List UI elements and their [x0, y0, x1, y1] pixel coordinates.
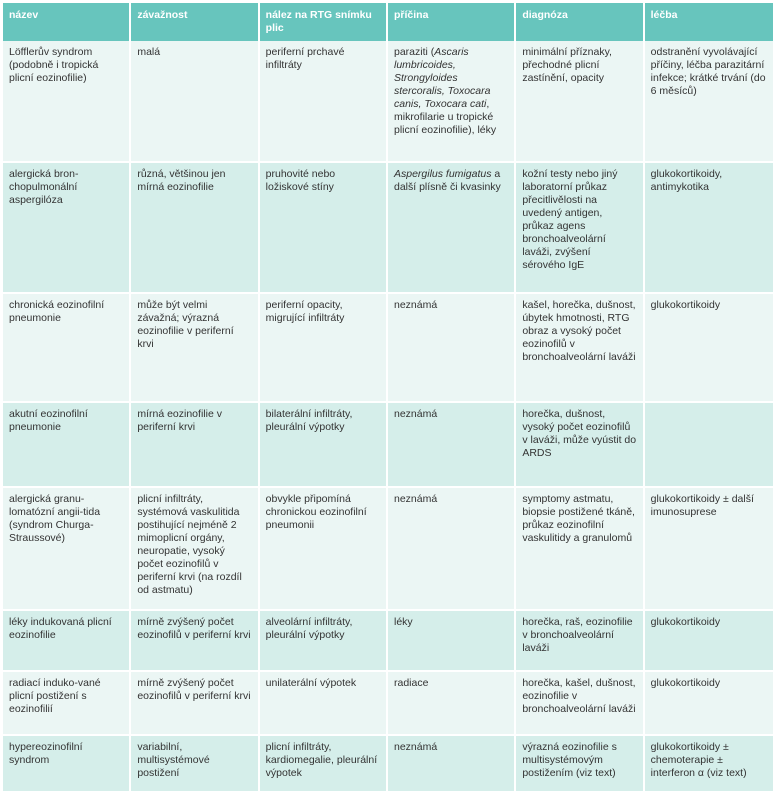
- cell-nazev: hypereozinofilní syndrom: [3, 736, 131, 793]
- cell-pricina: [388, 736, 516, 793]
- table-header: [3, 3, 773, 41]
- cell-pricina: [388, 672, 516, 736]
- cell-zavaznost: plicní infiltráty, systémová vaskulitida postihující nejméně 2 mimoplicní orgány, neuropatie, vysoký počet eozinofilů v periferní krvi (na rozdíl od astmatu): [131, 488, 259, 611]
- cell-nazev: chronická eozinofilní pneumonie: [3, 294, 131, 403]
- cell-rtg: periferní opacity, migrující infiltráty: [260, 294, 388, 403]
- pricina-text: léky: [393, 616, 413, 628]
- cell-zavaznost: mírně zvýšený počet eozinofilů v periferní krvi: [131, 611, 259, 672]
- cell-rtg: plicní infiltráty, kardiomegalie, pleurální výpotek: [260, 736, 388, 793]
- pricina-text: neznámá: [393, 741, 438, 753]
- table-row: [3, 163, 773, 294]
- table-row: [3, 611, 773, 672]
- header-lecba: léčba: [645, 3, 773, 41]
- cell-nazev: Löfflerův syndrom (podobně i tropická plicní eozinofilie): [3, 41, 131, 163]
- cell-rtg: alveolární infiltráty, pleurální výpotky: [260, 611, 388, 672]
- cell-lecba: glukokortikoidy, antimykotika: [645, 163, 773, 294]
- cell-diagnoza: výrazná eozinofilie s multisystémovým postižením (viz text): [516, 736, 644, 793]
- pricina-text: neznámá: [393, 493, 438, 505]
- cell-pricina: [388, 488, 516, 611]
- header-row: [3, 3, 773, 41]
- header-pricina: příčina: [388, 3, 516, 41]
- cell-nazev: léky indukovaná plicní eozinofilie: [3, 611, 131, 672]
- cell-lecba: glukokortikoidy ± další imunosuprese: [645, 488, 773, 611]
- cell-diagnoza: symptomy astmatu, biopsie postižené tkáně, průkaz eozinofilní vaskulitidy a granulomů: [516, 488, 644, 611]
- cell-diagnoza: horečka, raš, eozinofilie v bronchoalveolární laváži: [516, 611, 644, 672]
- pricina-italic-text: Aspergilus fumigatus: [393, 168, 492, 180]
- cell-zavaznost: mírně zvýšený počet eozinofilů v periferní krvi: [131, 672, 259, 736]
- table-row: [3, 41, 773, 163]
- cell-rtg: obvykle připomíná chronickou eozinofilní pneumonii: [260, 488, 388, 611]
- header-diagnoza: diagnóza: [516, 3, 644, 41]
- cell-diagnoza: minimální příznaky, přechodné plicní zastínění, opacity: [516, 41, 644, 163]
- pricina-text: , mikrofilarie u tropické plicní eozinofilie), léky: [393, 98, 497, 136]
- pricina-text: neznámá: [393, 408, 438, 420]
- cell-pricina: [388, 611, 516, 672]
- cell-lecba: glukokortikoidy: [645, 672, 773, 736]
- header-nazev: název: [3, 3, 131, 41]
- cell-rtg: periferní prchavé infiltráty: [260, 41, 388, 163]
- cell-lecba: odstranění vyvolávající příčiny, léčba parazitární infekce; krátké trvání (do 6 měsíců): [645, 41, 773, 163]
- pricina-italic-text: Ascaris lumbricoides, Strongyloides stercoralis, Toxocara canis, Toxocara cati: [393, 46, 491, 110]
- cell-pricina: [388, 294, 516, 403]
- pricina-text: neznámá: [393, 299, 438, 311]
- cell-zavaznost: může být velmi závažná; výrazná eozinofilie v periferní krvi: [131, 294, 259, 403]
- cell-diagnoza: kašel, horečka, dušnost, úbytek hmotnosti, RTG obraz a vysoký počet eozinofilů v bronchoalveolární laváži: [516, 294, 644, 403]
- cell-zavaznost: variabilní, multisystémové postižení: [131, 736, 259, 793]
- cell-nazev: alergická bron-chopulmonální aspergilóza: [3, 163, 131, 294]
- table-row: [3, 672, 773, 736]
- cell-lecba: glukokortikoidy: [645, 294, 773, 403]
- cell-zavaznost: mírná eozinofilie v periferní krvi: [131, 403, 259, 488]
- cell-nazev: alergická granu-lomatózní angii-tida (syndrom Churga-Straussové): [3, 488, 131, 611]
- cell-nazev: akutní eozinofilní pneumonie: [3, 403, 131, 488]
- cell-nazev: radiací induko-vané plicní postižení s eozinofilií: [3, 672, 131, 736]
- pricina-text: radiace: [393, 677, 429, 689]
- pricina-text: a další plísně či kvasinky: [393, 168, 501, 193]
- cell-lecba: glukokortikoidy ± chemoterapie ± interferon α (viz text): [645, 736, 773, 793]
- cell-lecba: [645, 403, 773, 488]
- cell-rtg: pruhovité nebo ložiskové stíny: [260, 163, 388, 294]
- cell-rtg: unilaterální výpotek: [260, 672, 388, 736]
- cell-diagnoza: horečka, kašel, dušnost, eozinofilie v bronchoalveolární laváži: [516, 672, 644, 736]
- cell-pricina: [388, 163, 516, 294]
- cell-pricina: [388, 41, 516, 163]
- table-row: [3, 488, 773, 611]
- cell-zavaznost: malá: [131, 41, 259, 163]
- cell-lecba: glukokortikoidy: [645, 611, 773, 672]
- table-row: [3, 736, 773, 793]
- cell-rtg: bilaterální infiltráty, pleurální výpotky: [260, 403, 388, 488]
- cell-pricina: [388, 403, 516, 488]
- cell-diagnoza: kožní testy nebo jiný laboratorní průkaz přecitlivělosti na uvedený antigen, průkaz agens bronchoalveolární laváži, zvýšení sérového IgE: [516, 163, 644, 294]
- cell-diagnoza: horečka, dušnost, vysoký počet eozinofilů v laváži, může vyústit do ARDS: [516, 403, 644, 488]
- pricina-text: paraziti (: [393, 46, 435, 58]
- cell-zavaznost: různá, většinou jen mírná eozinofilie: [131, 163, 259, 294]
- header-zavaznost: závažnost: [131, 3, 259, 41]
- header-rtg: nález na RTG snímku plic: [260, 3, 388, 41]
- table-row: [3, 403, 773, 488]
- table-row: [3, 294, 773, 403]
- eosinophilia-table: [3, 3, 773, 793]
- table-body: [3, 41, 773, 793]
